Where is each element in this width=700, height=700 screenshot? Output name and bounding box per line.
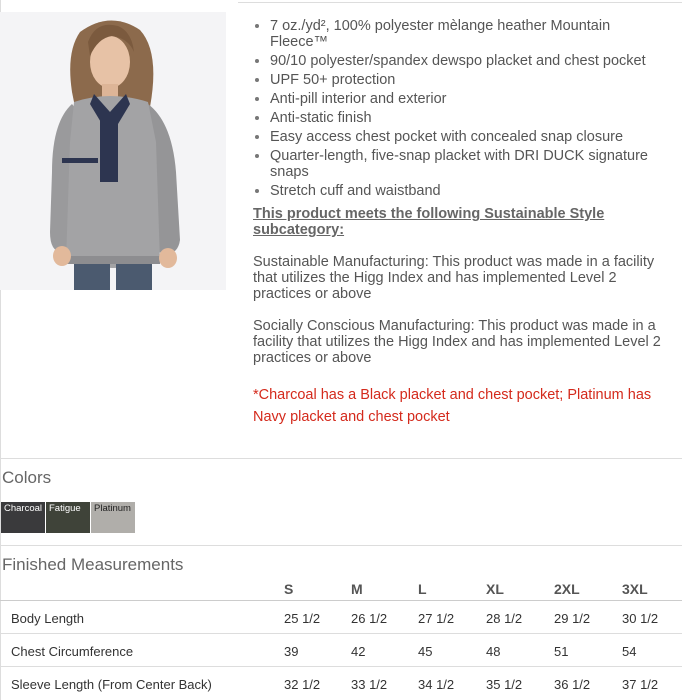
table-cell: 32 1/2 <box>284 677 321 692</box>
row-label: Chest Circumference <box>11 644 134 659</box>
size-header: XL <box>486 581 504 597</box>
table-cell: 25 1/2 <box>284 611 321 626</box>
swatch-label: Charcoal <box>4 503 43 514</box>
feature-item: • Anti-pill interior and exterior <box>270 91 663 107</box>
feature-item: • 7 oz./yd², 100% polyester mèlange heather Mountain Fleece™ <box>270 18 663 50</box>
product-details <box>253 18 663 428</box>
size-header: S <box>284 581 294 597</box>
feature-item: • Anti-static finish <box>270 110 663 126</box>
size-header: 2XL <box>554 581 580 597</box>
row-label: Sleeve Length (From Center Back) <box>11 677 212 692</box>
size-header: L <box>418 581 427 597</box>
table-cell: 48 <box>486 644 501 659</box>
table-cell: 28 1/2 <box>486 611 523 626</box>
table-cell: 37 1/2 <box>622 677 659 692</box>
table-cell: 27 1/2 <box>418 611 455 626</box>
row-label: Body Length <box>11 611 85 626</box>
feature-item: • Easy access chest pocket with concealed snap closure <box>270 129 663 145</box>
table-cell: 26 1/2 <box>351 611 388 626</box>
feature-item: • UPF 50+ protection <box>270 72 663 88</box>
color-swatch-charcoal[interactable] <box>1 502 45 533</box>
size-header: 3XL <box>622 581 648 597</box>
feature-item: • Stretch cuff and waistband <box>270 183 663 199</box>
swatch-label: Platinum <box>94 503 131 514</box>
swatch-label: Fatigue <box>49 503 81 514</box>
table-cell: 34 1/2 <box>418 677 455 692</box>
color-note: *Charcoal has a Black placket and chest pocket; Platinum has Navy placket and chest pocket <box>253 387 652 425</box>
size-header: M <box>351 581 363 597</box>
feature-item: • Quarter-length, five-snap placket with DRI DUCK signature snaps <box>270 148 663 180</box>
top-divider <box>238 2 682 3</box>
color-swatch-platinum[interactable] <box>91 502 135 533</box>
table-row <box>0 667 682 699</box>
measurements-table <box>0 578 682 699</box>
feature-item: • 90/10 polyester/spandex dewspo placket and chest pocket <box>270 53 663 69</box>
socially-conscious-text: Socially Conscious Manufacturing: This product was made in a facility that utilizes the Higg Index and has implemented Level 2 practices or above <box>253 318 661 366</box>
measurements-title: Finished Measurements <box>2 555 184 574</box>
table-header <box>0 578 682 601</box>
section-divider <box>0 545 682 546</box>
table-cell: 29 1/2 <box>554 611 591 626</box>
product-photo <box>0 12 226 290</box>
table-cell: 33 1/2 <box>351 677 388 692</box>
color-swatch-fatigue[interactable] <box>46 502 90 533</box>
table-cell: 36 1/2 <box>554 677 591 692</box>
table-cell: 39 <box>284 644 299 659</box>
table-cell: 30 1/2 <box>622 611 659 626</box>
section-divider <box>0 458 682 459</box>
table-cell: 42 <box>351 644 366 659</box>
sustainable-style-heading: This product meets the following Sustainable Style subcategory: <box>253 206 605 238</box>
table-cell: 35 1/2 <box>486 677 523 692</box>
model-wearing-pullover-image <box>0 12 226 290</box>
table-cell: 51 <box>554 644 569 659</box>
table-cell: 45 <box>418 644 433 659</box>
feature-list <box>253 18 663 199</box>
table-cell: 54 <box>622 644 637 659</box>
colors-title: Colors <box>2 468 52 487</box>
sustainable-manufacturing-text: Sustainable Manufacturing: This product was made in a facility that utilizes the Higg Index and has implemented Level 2 practices or above <box>253 254 655 302</box>
table-row <box>0 601 682 634</box>
table-row <box>0 634 682 667</box>
